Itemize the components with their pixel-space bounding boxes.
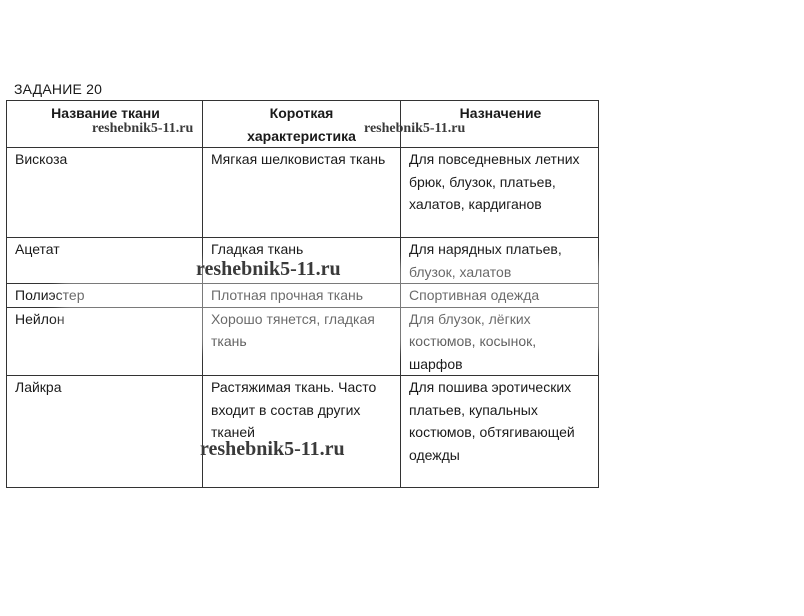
cell-purpose: Для пошива эротических платьев, купальных костюмов, обтягивающей одежды xyxy=(401,376,599,488)
cell-description: Хорошо тянется, гладкая ткань xyxy=(203,307,401,376)
cell-purpose: Для блузок, лёгких костюмов, косынок, шарфов xyxy=(401,307,599,376)
cell-description: Плотная прочная ткань xyxy=(203,284,401,308)
cell-purpose: Для нарядных платьев, блузок, халатов xyxy=(401,238,599,284)
watermark-text: reshebnik5-11.ru xyxy=(364,121,466,136)
table-header-row xyxy=(7,101,599,148)
cell-purpose: Спортивная одежда xyxy=(401,284,599,308)
table-row xyxy=(7,307,599,376)
fabric-table xyxy=(6,100,599,488)
watermark-text: reshebnik5-11.ru xyxy=(196,258,341,280)
watermark-text: reshebnik5-11.ru xyxy=(200,438,345,460)
table-row xyxy=(7,148,599,238)
cell-fabric-name: Ацетат xyxy=(7,238,203,284)
cell-description: Растяжимая ткань. Часто входит в состав других тканей xyxy=(203,376,401,488)
cell-description: Гладкая ткань xyxy=(203,238,401,284)
cell-description: Мягкая шелковистая ткань xyxy=(203,148,401,238)
header-short-description: Короткая характеристика xyxy=(203,101,401,148)
task-title: ЗАДАНИЕ 20 xyxy=(14,81,103,97)
table-row xyxy=(7,238,599,284)
cell-fabric-name: Лайкра xyxy=(7,376,203,488)
header-purpose: Назначение xyxy=(401,101,599,148)
table-row xyxy=(7,284,599,308)
watermark-text: reshebnik5-11.ru xyxy=(92,121,194,136)
cell-fabric-name: Полиэстер xyxy=(7,284,203,308)
header-fabric-name: Название ткани xyxy=(7,101,203,148)
table-row xyxy=(7,376,599,488)
cell-purpose: Для повседневных летних брюк, блузок, платьев, халатов, кардиганов xyxy=(401,148,599,238)
cell-fabric-name: Нейлон xyxy=(7,307,203,376)
cell-fabric-name: Вискоза xyxy=(7,148,203,238)
